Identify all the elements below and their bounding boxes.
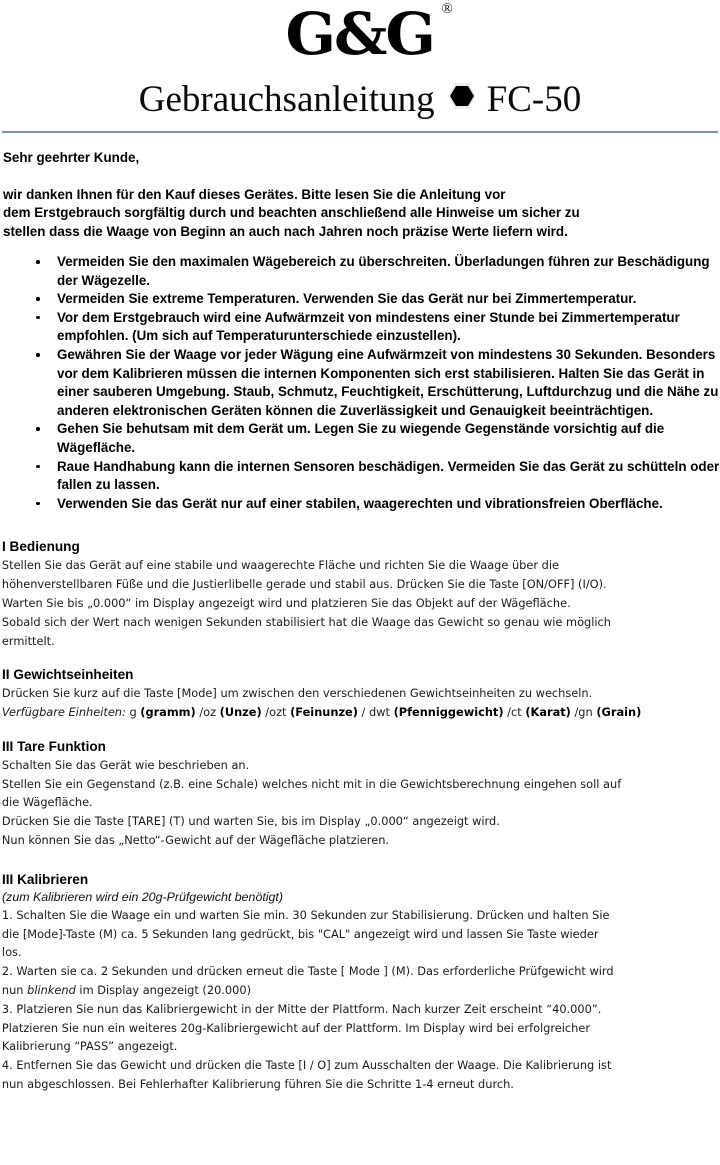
list-item: Gewähren Sie der Waage vor jeder Wägung eine Aufwärmzeit von mindestens 30 Sekunden. Besonders vor dem Kalibrieren müssen die internen Komponenten sich erst stabilisieren. Halten Sie das Gerät in einer sauberen Umgebung. Staub, Schmutz, Feuchtigkeit, Erschütterung, Luftdurchzug und die Nähe zu anderen elektronischen Geräten können die Zuverlässigkeit und Genauigkeit beeinträchtigen.: [0, 346, 720, 420]
units-line: [2, 703, 720, 722]
body-line: Platzieren Sie nun ein weiteres 20g-Kalibriergewicht auf der Plattform. Im Display wird bei erfolgreicher: [1, 1020, 591, 1035]
safety-warning-list: [0, 253, 720, 513]
body-line: höhenverstellbaren Füße und die Justierlibelle gerade und stabil aus. Drücken Sie die Taste [ON/OFF] (I/O).: [1, 577, 607, 592]
unit-abbr: ct: [511, 705, 526, 720]
model-number: FC-50: [486, 79, 582, 120]
body-line: nun abgeschlossen. Bei Fehlerhafter Kalibrierung führen Sie die Schritte 1-4 erneut durch.: [1, 1077, 514, 1092]
body-line: Nun können Sie das „Netto“-Gewicht auf der Wägefläche platzieren.: [1, 833, 390, 848]
section-body: [0, 906, 720, 1094]
brand-header: [0, 0, 720, 72]
body-line: 4. Entfernen Sie das Gewicht und drücken die Taste [I / O] zum Ausschalten der Waage. Die Kalibrierung ist: [1, 1058, 612, 1073]
intro-block: [0, 149, 720, 241]
unit-separator: /: [195, 705, 204, 720]
section-gewichtseinheiten: [0, 665, 720, 722]
unit-separator: /: [570, 705, 579, 720]
body-line: 2. Warten sie ca. 2 Sekunden und drücken erneut die Taste [ Mode ] (M). Das erforderliche Prüfgewicht wird: [1, 964, 614, 979]
registered-trademark-icon: ®: [441, 1, 453, 17]
unit-separator: /: [261, 705, 270, 720]
body-line: Warten Sie bis „0.000“ im Display angezeigt wird und platzieren Sie das Objekt auf der Wägefläche.: [1, 595, 571, 610]
logo-text: G&G: [285, 0, 435, 68]
unit-abbr: ozt: [269, 705, 291, 720]
list-item: Verwenden Sie das Gerät nur auf einer stabilen, waagerechten und vibrationsfreien Oberfläche.: [0, 495, 720, 514]
unit-name: (Karat): [525, 705, 571, 720]
section-subtitle: (zum Kalibrieren wird ein 20g-Prüfgewicht benötigt): [2, 889, 283, 904]
unit-abbr: g: [125, 705, 141, 720]
spacer: [0, 850, 720, 870]
body-line: 1. Schalten Sie die Waage ein und warten Sie min. 30 Sekunden zur Stabilisierung. Drücken und halten Sie: [1, 907, 610, 922]
unit-abbr: gn: [578, 705, 597, 720]
page-title: Gebrauchsanleitung: [138, 79, 435, 120]
section-kalibrieren: [0, 870, 720, 1094]
list-item: Vermeiden Sie extreme Temperaturen. Verwenden Sie das Gerät nur bei Zimmertemperatur.: [0, 290, 720, 309]
section-bedienung: [0, 537, 720, 650]
unit-abbr: dwt: [369, 705, 394, 720]
section-body: [0, 756, 720, 850]
list-item: Gehen Sie behutsam mit dem Gerät um. Legen Sie zu wiegende Gegenstände vorsichtig auf die Wägefläche.: [0, 420, 720, 457]
list-item: Raue Handhabung kann die internen Sensoren beschädigen. Vermeiden Sie das Gerät zu schütteln oder fallen zu lassen.: [0, 458, 720, 495]
unit-name: (Pfenniggewicht): [393, 705, 504, 720]
unit-separator: /: [503, 705, 512, 720]
emphasis-blinkend: blinkend: [27, 983, 76, 998]
intro-line: wir danken Ihnen für den Kauf dieses Gerätes. Bitte lesen Sie die Anleitung vor: [3, 186, 506, 202]
logo: [285, 0, 453, 68]
list-item: Vor dem Erstgebrauch wird eine Aufwärmzeit von mindestens einer Stunde bei Zimmertemperatur empfohlen. (Um sich auf Temperaturunterschiede einzustellen).: [0, 309, 720, 346]
body-line: Stellen Sie das Gerät auf eine stabile und waagerechte Fläche und richten Sie die Waage über die: [1, 558, 560, 573]
unit-name: (Feinunze): [290, 705, 358, 720]
body-line: Schalten Sie das Gerät wie beschrieben an.: [1, 757, 250, 772]
unit-abbr: oz: [203, 705, 220, 720]
section-tare-funktion: [0, 737, 720, 850]
body-line: die Wägefläche.: [1, 795, 93, 810]
spacer: [0, 650, 720, 665]
section-body: [0, 684, 720, 722]
intro-line: dem Erstgebrauch sorgfältig durch und beachten anschließend alle Hinweise um sicher zu: [3, 205, 580, 220]
body-line: 3. Platzieren Sie nun das Kalibriergewicht in der Mitte der Plattform. Nach kurzer Zeit erscheint “40.000”.: [1, 1001, 602, 1016]
list-item: Vermeiden Sie den maximalen Wägebereich zu überschreiten. Überladungen führen zur Beschädigung der Wägezelle.: [0, 253, 720, 290]
intro-paragraph: [3, 186, 716, 242]
unit-name: (Grain): [596, 705, 642, 720]
body-line: Kalibrierung “PASS” angezeigt.: [1, 1039, 178, 1054]
section-heading: I Bedienung: [2, 539, 80, 555]
body-line: Sobald sich der Wert nach wenigen Sekunden stabilisiert hat die Waage das Gewicht so genau wie möglich: [1, 614, 611, 629]
spacer: [0, 513, 720, 537]
body-line: [2, 981, 720, 1000]
unit-name: (Unze): [219, 705, 262, 720]
hexagon-icon: [447, 81, 477, 116]
section-heading: III Tare Funktion: [2, 738, 106, 754]
section-heading: III Kalibrieren: [2, 871, 89, 887]
body-line: los.: [1, 945, 22, 960]
section-heading: II Gewichtseinheiten: [2, 667, 134, 683]
document-title-row: [0, 78, 720, 122]
body-text-fragment: nun: [1, 983, 28, 998]
salutation: Sehr geehrter Kunde,: [3, 150, 140, 165]
body-line: Drücken Sie die Taste [TARE] (T) und warten Sie, bis im Display „0.000“ angezeigt wird.: [1, 814, 500, 829]
header-divider: [2, 131, 718, 133]
body-text-fragment: im Display angezeigt (20.000): [75, 983, 252, 998]
body-line: die [Mode]-Taste (M) ca. 5 Sekunden lang gedrückt, bis "CAL" angezeigt wird und lassen Sie Taste wieder: [1, 926, 599, 941]
spacer: [0, 722, 720, 737]
body-line: Stellen Sie ein Gegenstand (z.B. eine Schale) welches nicht mit in die Gewichtsberechnung eingehen soll auf: [1, 776, 622, 791]
body-line: Drücken Sie kurz auf die Taste [Mode] um zwischen den verschiedenen Gewichtseinheiten zu wechseln.: [1, 686, 593, 701]
units-list: [126, 705, 641, 719]
unit-name: (gramm): [140, 705, 196, 720]
units-label: Verfügbare Einheiten:: [1, 705, 126, 720]
body-line: ermittelt.: [1, 633, 55, 648]
unit-separator: /: [357, 705, 370, 720]
section-body: [0, 556, 720, 650]
intro-line: stellen dass die Waage von Beginn an auch nach Jahren noch präzise Werte liefern wird.: [3, 223, 568, 239]
